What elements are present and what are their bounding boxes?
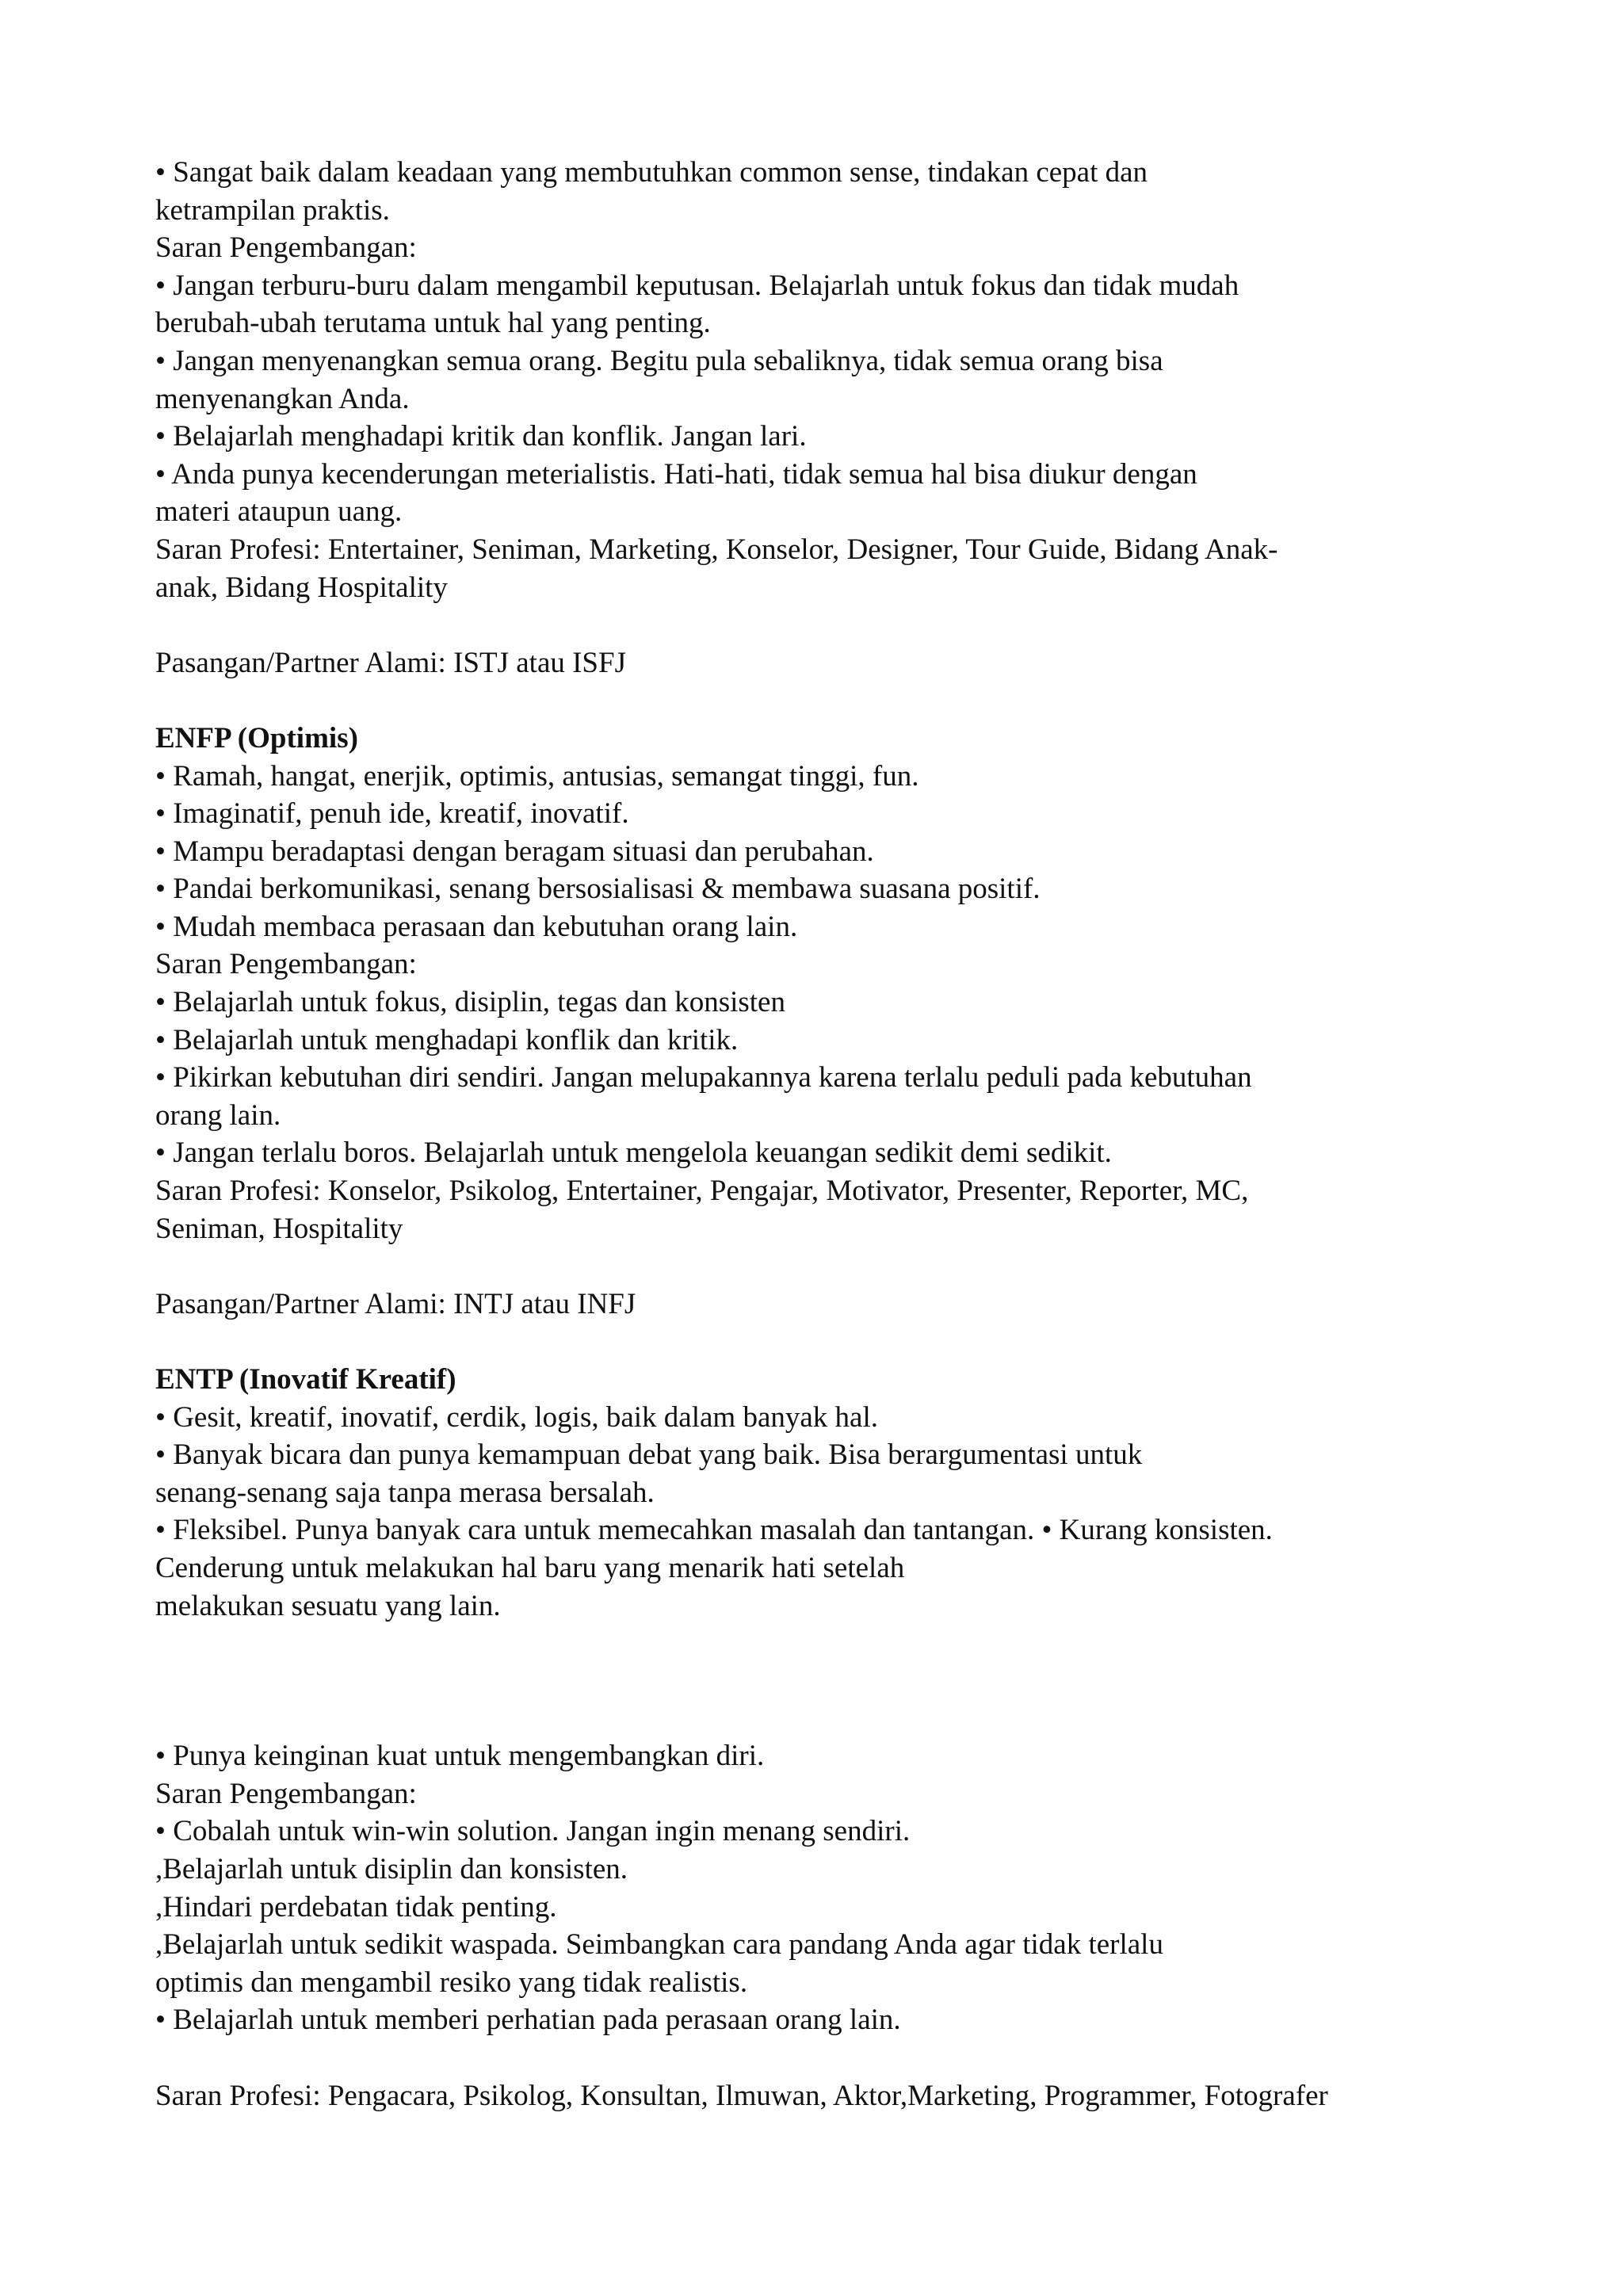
- text-line: optimis dan mengambil resiko yang tidak realistis.: [155, 1966, 748, 1999]
- text-line: Cenderung untuk melakukan hal baru yang menarik hati setelah: [155, 1551, 905, 1584]
- blank-gap: [155, 1625, 1487, 1737]
- partner-line: Pasangan/Partner Alami: ISTJ atau ISFJ: [155, 646, 626, 679]
- text-line: • Banyak bicara dan punya kemampuan debat yang baik. Bisa berargumentasi untuk: [155, 1438, 1143, 1472]
- text-line: ,Belajarlah untuk sedikit waspada. Seimbangkan cara pandang Anda agar tidak terlalu: [155, 1928, 1163, 1962]
- text-line: • Jangan menyenangkan semua orang. Begitu pula sebaliknya, tidak semua orang bisa: [155, 344, 1163, 377]
- text-line: • Belajarlah menghadapi kritik dan konflik. Jangan lari.: [155, 420, 807, 453]
- text-line: • Fleksibel. Punya banyak cara untuk memecahkan masalah dan tantangan. • Kurang konsisten.: [155, 1514, 1273, 1547]
- section-istp-tail: [155, 154, 1487, 720]
- text-line: materi ataupun uang.: [155, 495, 403, 529]
- text-line: melakukan sesuatu yang lain.: [155, 1589, 501, 1622]
- text-line: Saran Profesi: Konselor, Psikolog, Entertainer, Pengajar, Motivator, Presenter, Reporter, MC,: [155, 1175, 1249, 1208]
- text-line: ketrampilan praktis.: [155, 193, 390, 227]
- blank-line: [155, 1323, 1487, 1361]
- text-line: berubah-ubah terutama untuk hal yang penting.: [155, 307, 711, 340]
- text-line: • Anda punya kecenderungan meterialistis. Hati-hati, tidak semua hal bisa diukur dengan: [155, 457, 1197, 491]
- text-line: senang-senang saja tanpa merasa bersalah.: [155, 1476, 655, 1509]
- text-line: Saran Pengembangan:: [155, 1777, 417, 1810]
- blank-line: [155, 2039, 1487, 2077]
- blank-line: [155, 682, 1487, 720]
- text-line: • Jangan terlalu boros. Belajarlah untuk mengelola keuangan sedikit demi sedikit.: [155, 1137, 1112, 1170]
- section-entp: [155, 1361, 1487, 2115]
- text-line: menyenangkan Anda.: [155, 382, 410, 415]
- text-line: • Punya keinginan kuat untuk mengembangkan diri.: [155, 1740, 765, 1773]
- section-heading: ENFP (Optimis): [155, 721, 358, 755]
- text-line: • Ramah, hangat, enerjik, optimis, antusias, semangat tinggi, fun.: [155, 759, 919, 793]
- text-line: • Belajarlah untuk fokus, disiplin, tegas dan konsisten: [155, 986, 785, 1019]
- text-line: Saran Pengembangan:: [155, 948, 417, 981]
- text-line: • Cobalah untuk win-win solution. Jangan ingin menang sendiri.: [155, 1815, 911, 1848]
- text-line: anak, Bidang Hospitality: [155, 571, 448, 604]
- text-line: • Belajarlah untuk menghadapi konflik dan kritik.: [155, 1023, 739, 1056]
- text-line: Seniman, Hospitality: [155, 1212, 403, 1245]
- text-line: • Belajarlah untuk memberi perhatian pada perasaan orang lain.: [155, 2004, 901, 2037]
- text-line: Saran Pengembangan:: [155, 231, 417, 265]
- partner-line: Pasangan/Partner Alami: INTJ atau INFJ: [155, 1287, 636, 1320]
- text-line: • Imaginatif, penuh ide, kreatif, inovatif.: [155, 797, 629, 831]
- blank-line: [155, 1247, 1487, 1286]
- text-line: ,Belajarlah untuk disiplin dan konsisten.: [155, 1852, 628, 1885]
- section-heading: ENTP (Inovatif Kreatif): [155, 1363, 456, 1396]
- text-line: orang lain.: [155, 1098, 281, 1132]
- text-line: • Pikirkan kebutuhan diri sendiri. Jangan melupakannya karena terlalu peduli pada kebutuhan: [155, 1061, 1252, 1095]
- text-line: • Jangan terburu-buru dalam mengambil keputusan. Belajarlah untuk fokus dan tidak mudah: [155, 269, 1239, 302]
- text-line: Saran Profesi: Entertainer, Seniman, Marketing, Konselor, Designer, Tour Guide, Bidang Anak-: [155, 533, 1278, 566]
- text-line: • Pandai berkomunikasi, senang bersosialisasi & membawa suasana positif.: [155, 873, 1041, 906]
- text-line: • Mampu beradaptasi dengan beragam situasi dan perubahan.: [155, 835, 874, 868]
- blank-line: [155, 606, 1487, 644]
- text-line: ,Hindari perdebatan tidak penting.: [155, 1890, 557, 1924]
- text-line: • Gesit, kreatif, inovatif, cerdik, logis, baik dalam banyak hal.: [155, 1400, 878, 1434]
- section-enfp: [155, 720, 1487, 1361]
- text-line: • Mudah membaca perasaan dan kebutuhan orang lain.: [155, 910, 798, 943]
- profesi-line: Saran Profesi: Pengacara, Psikolog, Konsultan, Ilmuwan, Aktor,Marketing, Programmer, Fotografer: [155, 2079, 1328, 2112]
- text-line: • Sangat baik dalam keadaan yang membutuhkan common sense, tindakan cepat dan: [155, 156, 1148, 189]
- document-page: [155, 154, 1487, 2115]
